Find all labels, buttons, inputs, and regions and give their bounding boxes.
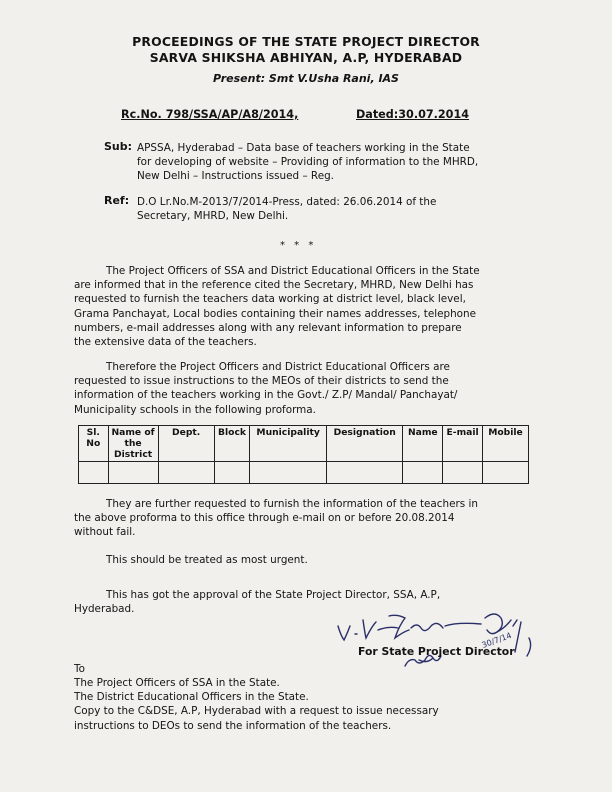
paragraph-line: numbers, e-mail addresses along with any relevant information to prepare <box>74 321 462 334</box>
handwritten-signature <box>333 608 543 680</box>
paragraph-line: The Project Officers of SSA and District Educational Officers in the State <box>106 265 480 277</box>
paragraph-line: without fail. <box>74 526 136 539</box>
paragraph-line: Therefore the Project Officers and District Educational Officers are <box>106 361 450 373</box>
paragraph-3 <box>74 497 526 540</box>
table-cell <box>482 462 528 484</box>
subject-line: APSSA, Hyderabad – Data base of teachers working in the State <box>137 142 470 154</box>
for-state-project-director: For State Project Director <box>358 645 515 658</box>
table-cell <box>214 462 250 484</box>
column-header: Name of the District <box>108 426 158 462</box>
ref-label: Ref: <box>104 194 130 207</box>
column-header: Name <box>403 426 443 462</box>
table-cell <box>158 462 214 484</box>
paragraph-2 <box>74 360 524 417</box>
table-row <box>79 462 529 484</box>
header-line-2: SARVA SHIKSHA ABHIYAN, A.P, HYDERABAD <box>149 50 463 65</box>
table-cell <box>79 462 109 484</box>
table-cell <box>108 462 158 484</box>
subject-text <box>137 141 478 184</box>
subject-line: New Delhi – Instructions issued – Reg. <box>137 170 334 183</box>
paragraph-line: are informed that in the reference cited the Secretary, MHRD, New Delhi has <box>74 279 474 292</box>
present-line: Present: Smt V.Usha Rani, IAS <box>213 72 399 85</box>
column-header: Designation <box>326 426 403 462</box>
rc-number: Rc.No. 798/SSA/AP/A8/2014, <box>121 108 299 121</box>
distribution-line: Copy to the C&DSE, A.P, Hyderabad with a request to issue necessary <box>74 705 439 718</box>
distribution-line: The District Educational Officers in the State. <box>74 691 309 704</box>
paragraph-1 <box>74 264 524 349</box>
paragraph-line: the extensive data of the teachers. <box>74 336 257 349</box>
subject-label: Sub: <box>104 140 133 153</box>
ref-line: D.O Lr.No.M-2013/7/2014-Press, dated: 26.06.2014 of the <box>137 196 437 208</box>
ref-text <box>137 195 436 223</box>
paragraph-line: Hyderabad. <box>74 603 135 616</box>
subject-line: for developing of website – Providing of information to the MHRD, <box>137 156 479 169</box>
column-header: Dept. <box>158 426 214 462</box>
column-header: Municipality <box>250 426 327 462</box>
distribution-line: instructions to DEOs to send the information of the teachers. <box>74 719 392 732</box>
signature-date: 30/7/14 <box>480 630 513 650</box>
ref-line: Secretary, MHRD, New Delhi. <box>137 210 289 223</box>
paragraph-line: Municipality schools in the following proforma. <box>74 403 316 416</box>
table-cell <box>326 462 403 484</box>
paragraph-line: They are further requested to furnish the information of the teachers in <box>106 498 478 510</box>
paragraph-line: This has got the approval of the State Project Director, SSA, A.P, <box>106 589 441 601</box>
paragraph-line: information of the teachers working in the Govt./ Z.P/ Mandal/ Panchayat/ <box>74 389 458 402</box>
table-cell <box>250 462 327 484</box>
paragraph-line: requested to issue instructions to the MEOs of their districts to send the <box>74 375 449 388</box>
table-header-row <box>79 426 529 462</box>
header-line-1: PROCEEDINGS OF THE STATE PROJECT DIRECTOR <box>132 34 480 49</box>
urgent-note: This should be treated as most urgent. <box>106 554 308 566</box>
paragraph-line: Grama Panchayat, Local bodies containing their names addresses, telephone <box>74 307 477 320</box>
distribution-list <box>74 676 526 733</box>
column-header: E-mail <box>443 426 483 462</box>
column-header: Mobile <box>482 426 528 462</box>
paragraph-line: requested to furnish the teachers data working at district level, black level, <box>74 293 466 306</box>
column-header: Block <box>214 426 250 462</box>
dated: Dated:30.07.2014 <box>356 108 470 121</box>
paragraph-line: the above proforma to this office through e-mail on or before 20.08.2014 <box>74 512 455 525</box>
proforma-table <box>78 425 529 484</box>
distribution-line: The Project Officers of SSA in the State. <box>74 677 280 689</box>
to-label: To <box>74 663 85 675</box>
table-cell <box>443 462 483 484</box>
column-header: Sl. No <box>79 426 109 462</box>
table-cell <box>403 462 443 484</box>
separator-stars: * * * <box>280 240 317 251</box>
